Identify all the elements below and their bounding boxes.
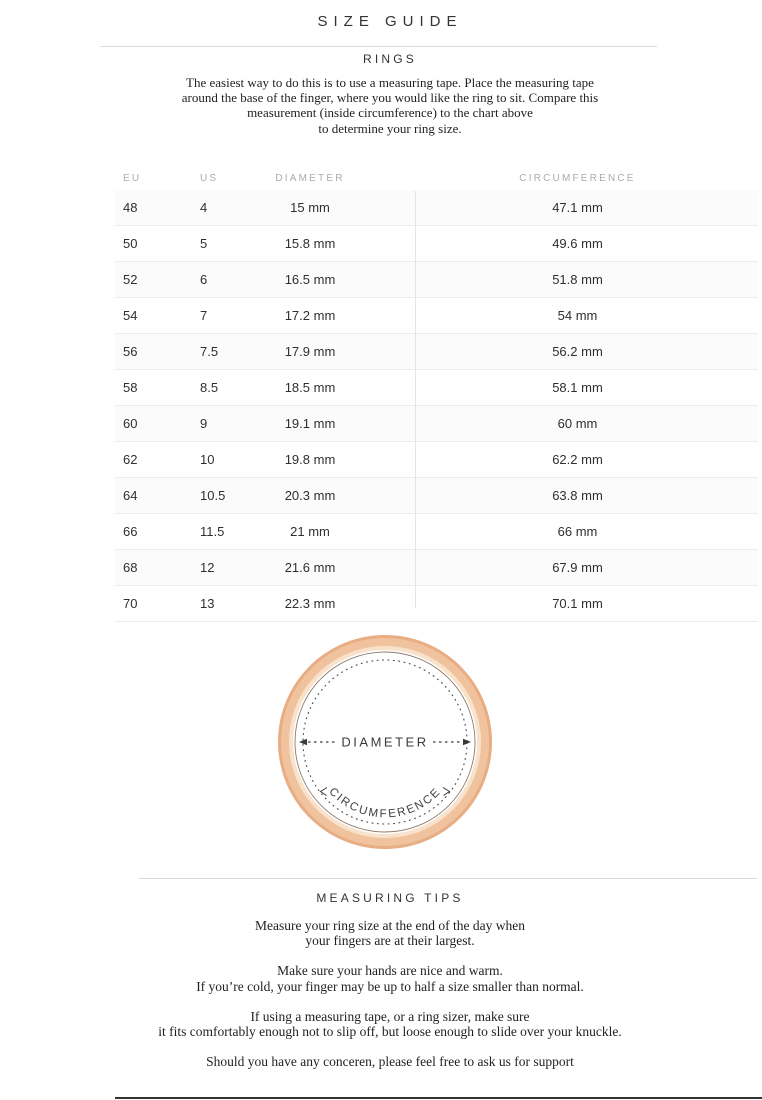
- cell-eu: 58: [123, 380, 138, 395]
- bottom-divider: [115, 1097, 762, 1099]
- cell-us: 6: [200, 272, 208, 287]
- table-row: [115, 550, 758, 586]
- cell-eu: 70: [123, 596, 138, 611]
- cell-eu: 66: [123, 524, 138, 539]
- cell-us: 7.5: [200, 344, 219, 359]
- cell-eu: 60: [123, 416, 138, 431]
- text-line: measurement (inside circumference) to the chart above: [247, 105, 533, 121]
- cell-circumference: 66 mm: [557, 524, 598, 539]
- text-line: your fingers are at their largest.: [305, 933, 475, 949]
- tip-paragraph: [0, 1054, 762, 1069]
- table-row: [115, 442, 758, 478]
- text-line: to determine your ring size.: [318, 120, 462, 136]
- cell-diameter: 21 mm: [290, 524, 330, 539]
- cell-us: 13: [200, 596, 215, 611]
- header-circumference: CIRCUMFERENCE: [519, 173, 636, 184]
- cell-diameter: 17.2 mm: [284, 308, 336, 323]
- text-line: If using a measuring tape, or a ring sizer, make sure: [250, 1008, 530, 1024]
- table-row: [115, 226, 758, 262]
- cell-us: 7: [200, 308, 208, 323]
- cell-eu: 54: [123, 308, 138, 323]
- cell-us: 12: [200, 560, 215, 575]
- circumference-label: CIRCUMFERENCE: [326, 785, 444, 821]
- cell-eu: 56: [123, 344, 138, 359]
- cell-circumference: 49.6 mm: [552, 236, 603, 251]
- cell-circumference: 47.1 mm: [552, 200, 603, 215]
- cell-diameter: 18.5 mm: [284, 380, 336, 395]
- table-row: [115, 586, 758, 622]
- cell-circumference: 67.9 mm: [552, 560, 603, 575]
- cell-us: 10.5: [200, 488, 226, 503]
- table-row: [115, 406, 758, 442]
- cell-us: 9: [200, 416, 208, 431]
- cell-eu: 48: [123, 200, 138, 215]
- ring-diagram: [270, 627, 500, 857]
- section-heading-rings: RINGS: [362, 52, 417, 66]
- table-row: [115, 370, 758, 406]
- cell-us: 5: [200, 236, 208, 251]
- cell-diameter: 19.1 mm: [284, 416, 336, 431]
- tip-paragraph: [0, 1009, 762, 1039]
- cell-circumference: 62.2 mm: [552, 452, 603, 467]
- text-line: it fits comfortably enough not to slip off, but loose enough to slide over your knuckle.: [158, 1024, 622, 1040]
- cell-us: 10: [200, 452, 215, 467]
- text-line: Measure your ring size at the end of the day when: [255, 918, 525, 933]
- table-header-row: [115, 163, 758, 190]
- text-line: Make sure your hands are nice and warm.: [277, 963, 503, 979]
- cell-circumference: 63.8 mm: [552, 488, 603, 503]
- cell-diameter: 22.3 mm: [284, 596, 336, 611]
- cell-eu: 50: [123, 236, 138, 251]
- cell-diameter: 17.9 mm: [284, 344, 336, 359]
- table-column-divider: [415, 191, 416, 608]
- tips-divider: [139, 878, 757, 879]
- cell-eu: 52: [123, 272, 138, 287]
- cell-us: 8.5: [200, 380, 219, 395]
- tips-paragraphs: [0, 918, 762, 1069]
- cell-diameter: 15 mm: [290, 200, 330, 215]
- table-row: [115, 190, 758, 226]
- text-line: around the base of the finger, where you would like the ring to sit. Compare this: [181, 90, 599, 106]
- table-body: [115, 190, 758, 622]
- header-us: US: [200, 173, 219, 184]
- cell-circumference: 60 mm: [557, 416, 598, 431]
- intro-paragraph: [0, 75, 762, 136]
- table-row: [115, 334, 758, 370]
- cell-us: 4: [200, 200, 208, 215]
- cell-circumference: 58.1 mm: [552, 380, 603, 395]
- cell-us: 11.5: [200, 524, 225, 539]
- cell-circumference: 56.2 mm: [552, 344, 603, 359]
- cell-circumference: 51.8 mm: [552, 272, 603, 287]
- header-eu: EU: [123, 173, 142, 184]
- tips-heading: MEASURING TIPS: [316, 891, 464, 905]
- cell-diameter: 20.3 mm: [284, 488, 336, 503]
- header-diameter: DIAMETER: [275, 173, 345, 184]
- cell-circumference: 70.1 mm: [552, 596, 603, 611]
- ring-size-table: [115, 163, 758, 622]
- table-row: [115, 298, 758, 334]
- tip-paragraph: [0, 918, 762, 948]
- text-line: Should you have any conceren, please feel free to ask us for support: [206, 1054, 574, 1070]
- cell-diameter: 21.6 mm: [284, 560, 336, 575]
- cell-eu: 68: [123, 560, 138, 575]
- text-line: If you’re cold, your finger may be up to half a size smaller than normal.: [196, 978, 584, 994]
- table-row: [115, 262, 758, 298]
- cell-diameter: 15.8 mm: [284, 236, 336, 251]
- diameter-label: DIAMETER: [341, 734, 429, 750]
- cell-circumference: 54 mm: [557, 308, 598, 323]
- table-row: [115, 478, 758, 514]
- tip-paragraph: [0, 963, 762, 993]
- cell-diameter: 16.5 mm: [284, 272, 336, 287]
- cell-eu: 64: [123, 488, 138, 503]
- text-line: The easiest way to do this is to use a measuring tape. Place the measuring tape: [186, 75, 594, 90]
- page-title: SIZE GUIDE: [317, 13, 463, 30]
- title-divider: [100, 46, 657, 47]
- table-row: [115, 514, 758, 550]
- cell-eu: 62: [123, 452, 138, 467]
- cell-diameter: 19.8 mm: [284, 452, 336, 467]
